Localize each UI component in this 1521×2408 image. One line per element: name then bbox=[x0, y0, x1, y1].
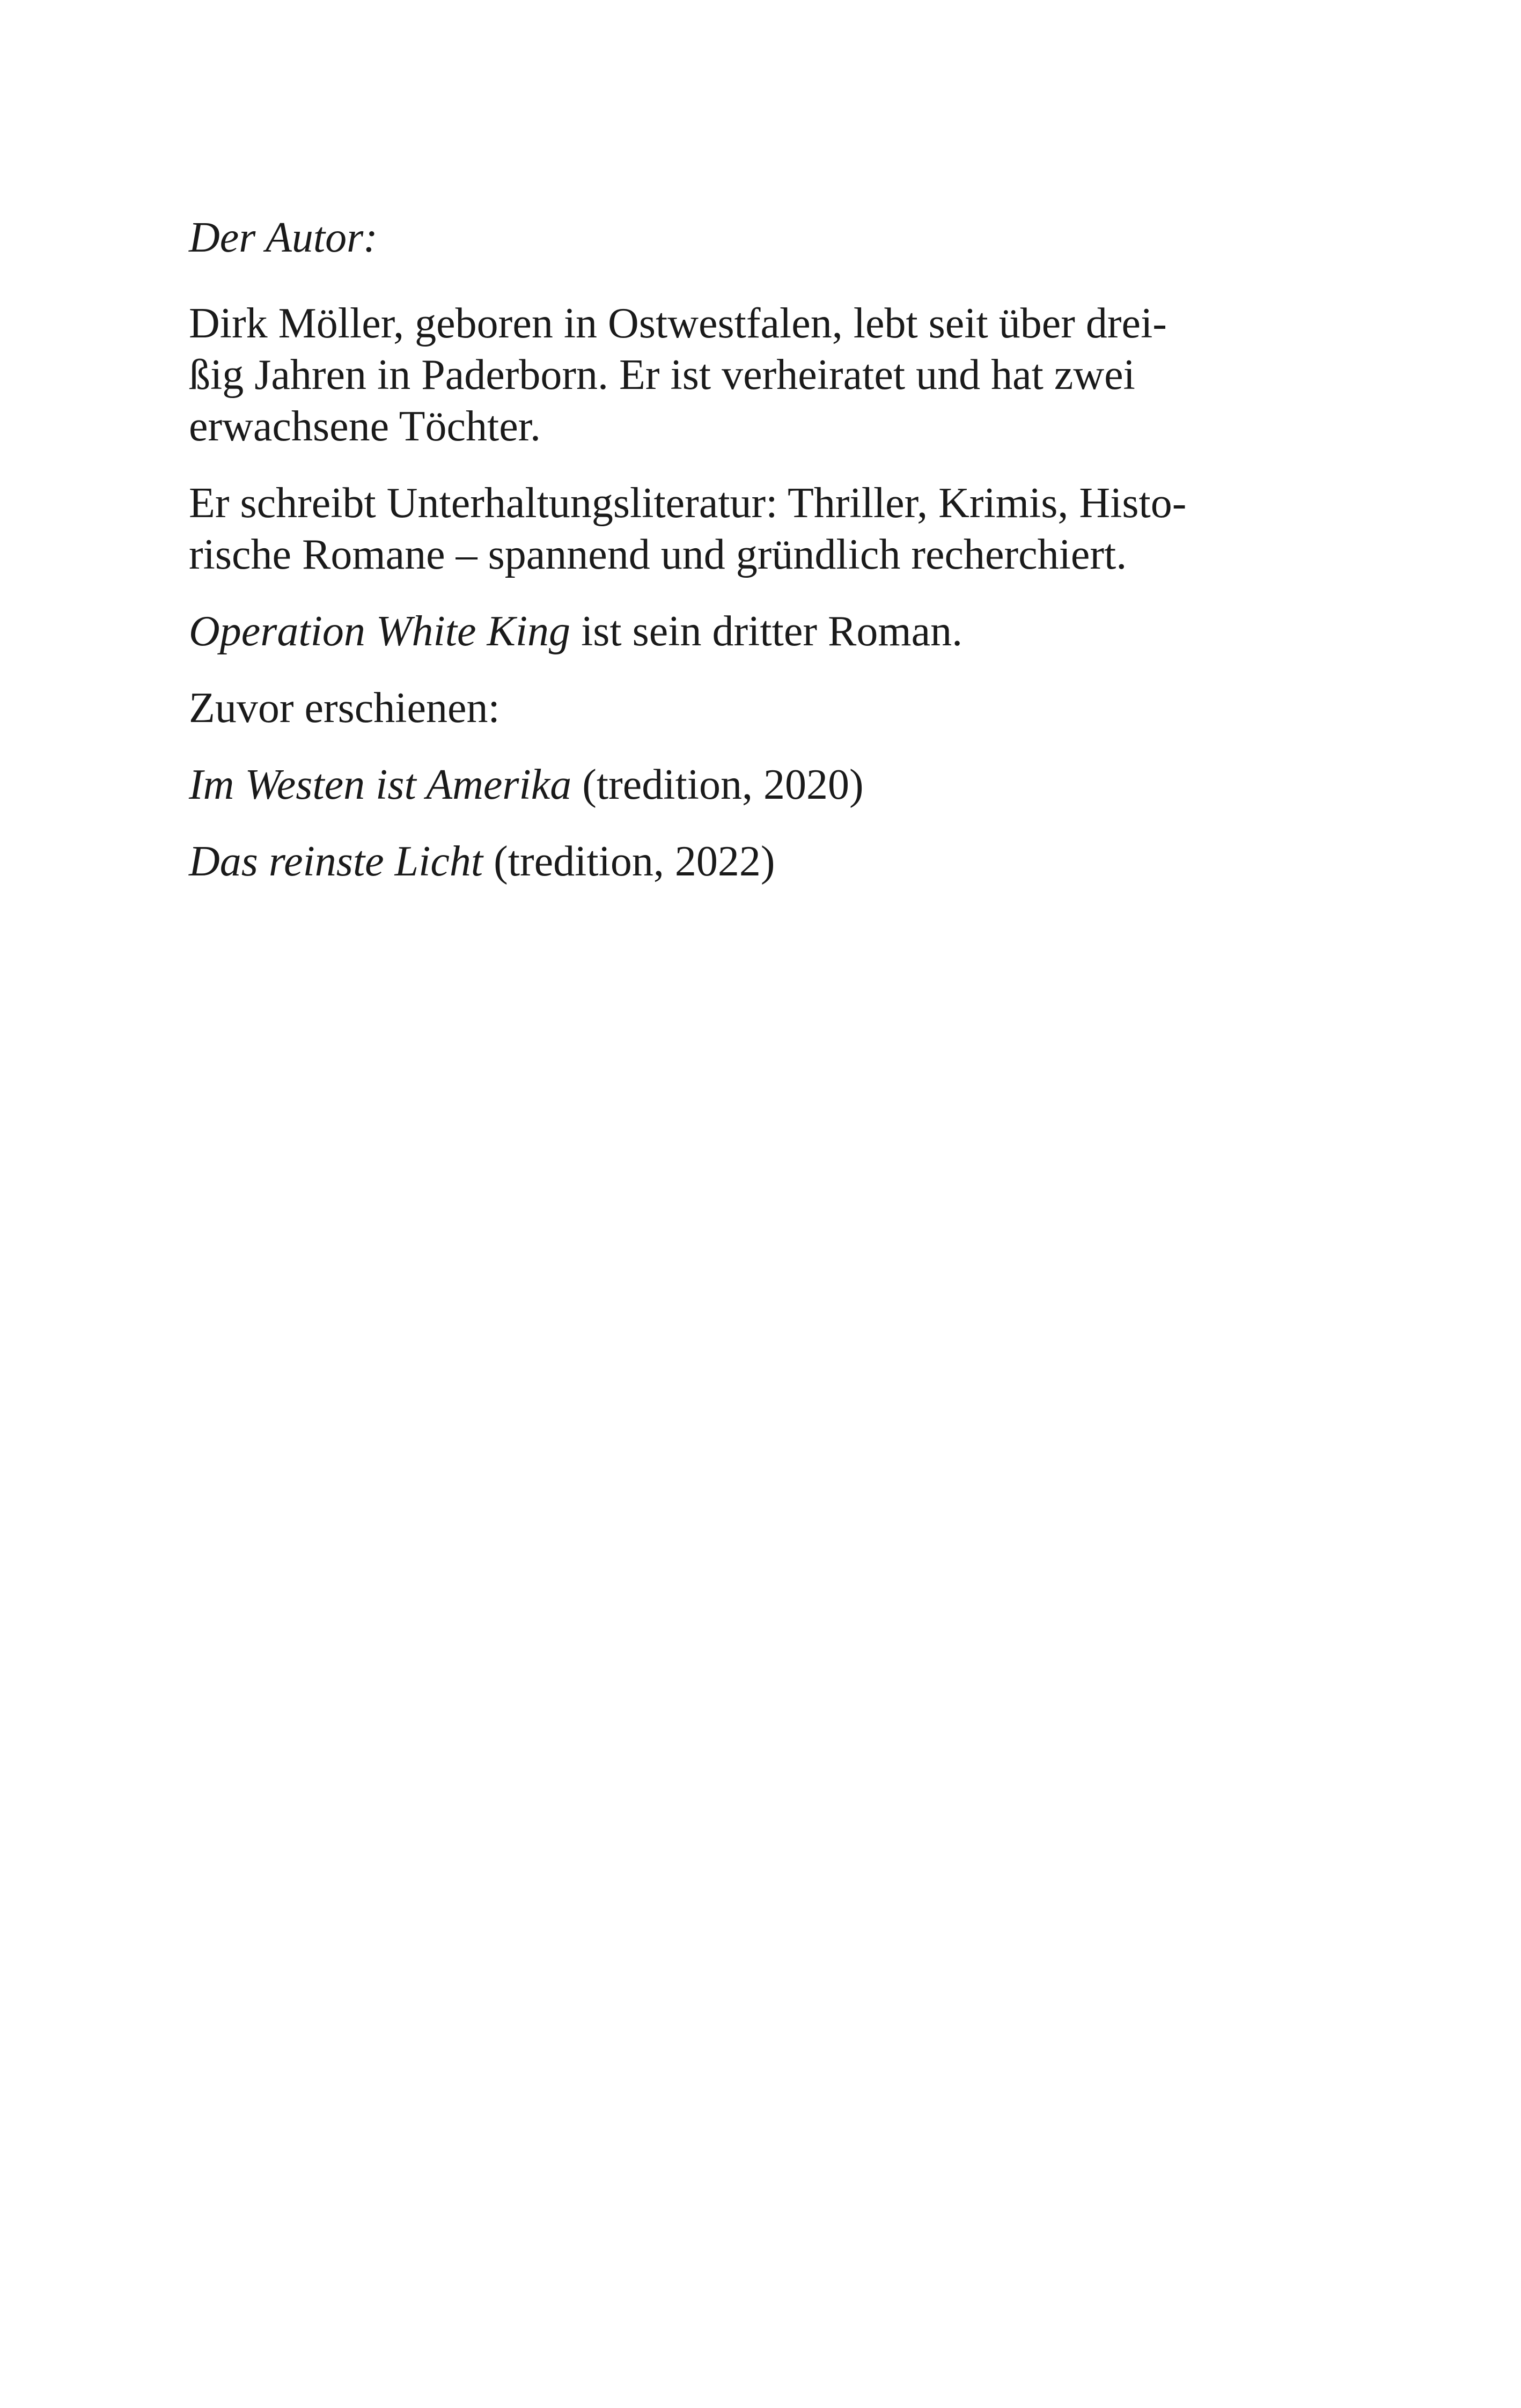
current-novel-text: ist sein dritter Roman. bbox=[570, 608, 963, 655]
previous-work-item bbox=[189, 759, 1305, 811]
author-bio-section bbox=[189, 212, 1305, 912]
genres-line: rische Romane – spannend und gründlich recherchiert. bbox=[189, 531, 1127, 578]
previous-work-info: (tredition, 2020) bbox=[571, 761, 864, 808]
previous-works-heading: Zuvor erschienen: bbox=[189, 684, 500, 732]
bio-line: ßig Jahren in Paderborn. Er ist verheiratet und hat zwei bbox=[189, 351, 1135, 399]
previous-work-info: (tredition, 2022) bbox=[483, 838, 775, 885]
bio-paragraph bbox=[189, 298, 1305, 452]
genres-paragraph bbox=[189, 477, 1305, 580]
current-novel-paragraph bbox=[189, 606, 1305, 657]
genres-line: Er schreibt Unterhaltungsliteratur: Thriller, Krimis, Histo- bbox=[189, 480, 1187, 527]
bio-line: erwachsene Töchter. bbox=[189, 403, 541, 450]
current-novel-title: Operation White King bbox=[189, 608, 571, 655]
previous-work-title: Im Westen ist Amerika bbox=[189, 761, 572, 808]
previous-work-title: Das reinste Licht bbox=[189, 838, 483, 885]
bio-line: Dirk Möller, geboren in Ostwestfalen, lebt seit über drei- bbox=[189, 300, 1167, 347]
section-heading: Der Autor: bbox=[189, 214, 378, 261]
previous-work-item bbox=[189, 836, 1305, 887]
